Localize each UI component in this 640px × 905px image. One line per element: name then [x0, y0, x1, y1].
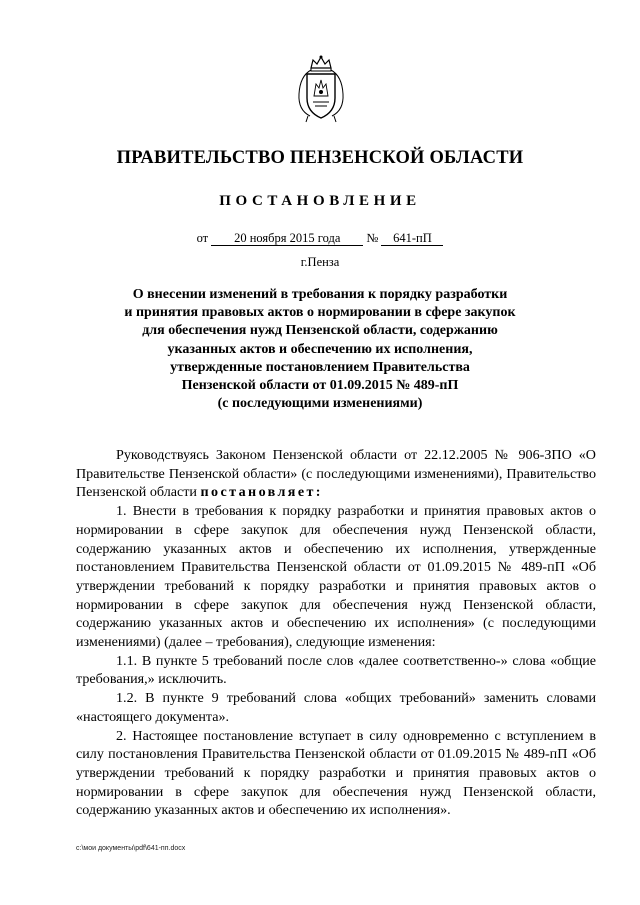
- clause-1-1: 1.1. В пункте 5 требований после слов «далее соответственно-» слова «общие требования,» исключить.: [76, 652, 596, 688]
- document-body: [76, 446, 596, 820]
- number-sign: №: [366, 231, 379, 245]
- document-type: ПОСТАНОВЛЕНИЕ: [219, 193, 421, 209]
- document-city: г.Пенза: [300, 255, 340, 269]
- subject-line: указанных актов и обеспечению их исполнения,: [167, 341, 473, 357]
- clause-2: 2. Настоящее постановление вступает в силу одновременно с вступлением в силу постановления Правительства Пензенской области от 01.09.2015 № 489-пП «Об утверждении требований к порядку разработки и принятия правовых актов о нормировании в сфере закупок для обеспечения нужд Пензенской области, содержанию указанных актов и обеспечению их исполнения».: [76, 727, 596, 819]
- document-subject: [100, 286, 540, 413]
- file-path-footer: c:\мои документы\pdf\641-пп.docx: [76, 845, 186, 852]
- clause-1-2: 1.2. В пункте 9 требований слова «общих требований» заменить словами «настоящего документа».: [76, 690, 596, 725]
- subject-line: Пензенской области от 01.09.2015 № 489-пП: [181, 378, 459, 394]
- subject-line: и принятия правовых актов о нормировании в сфере закупок: [124, 305, 516, 321]
- subject-line: О внесении изменений в требования к порядку разработки: [132, 287, 508, 302]
- subject-line: утвержденные постановлением Правительства: [170, 359, 470, 375]
- clause-1: 1. Внести в требования к порядку разработки и принятия правовых актов о нормировании в сфере закупок для обеспечения нужд Пензенской области, содержанию указанных актов и обеспечению их исполнения, утвержденные постановлением Правительства Пензенской области от 01.09.2015 № 489-пП «Об утверждении требований к порядку разработки и принятия правовых актов о нормировании в сфере закупок для обеспечения нужд Пензенской области, содержанию указанных актов и обеспечению их исполнения» (с последующими изменениями) (далее – требования), следующие изменения:: [76, 503, 596, 651]
- subject-line: для обеспечения нужд Пензенской области, содержанию: [142, 323, 498, 339]
- date-number-line: [0, 231, 640, 246]
- coat-of-arms-icon: [296, 54, 346, 124]
- document-date: 20 ноября 2015 года: [211, 231, 363, 246]
- date-prefix: от: [196, 231, 209, 245]
- organization-title: ПРАВИТЕЛЬСТВО ПЕНЗЕНСКОЙ ОБЛАСТИ: [116, 148, 524, 168]
- preamble-text: Руководствуясь Законом Пензенской области от 22.12.2005 № 906-ЗПО «О Правительстве Пензенской области» (с последующими изменениями), Правительство Пензенской области: [76, 447, 596, 501]
- document-number: 641-пП: [381, 231, 443, 246]
- preamble-paragraph: [76, 446, 596, 502]
- subject-line: (с последующими изменениями): [217, 396, 423, 412]
- decree-keyword: постановляет:: [200, 484, 323, 501]
